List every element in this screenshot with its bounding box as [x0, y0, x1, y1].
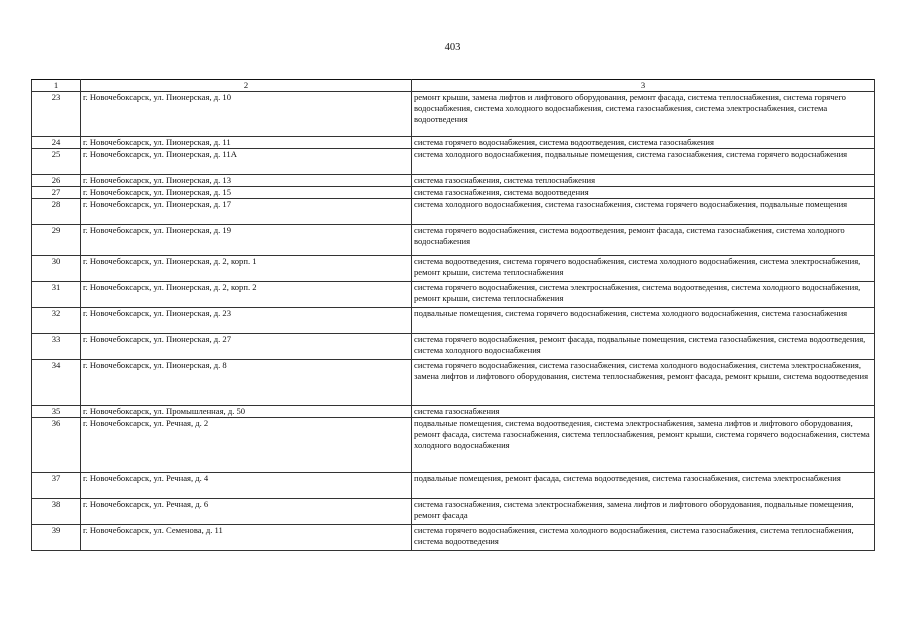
row-address: г. Новочебоксарск, ул. Пионерская, д. 11	[81, 137, 412, 149]
row-works: система горячего водоснабжения, система холодного водоснабжения, система газоснабжения, система теплоснабжения, система водоотведения	[412, 525, 875, 551]
row-number: 26	[32, 175, 81, 187]
row-address: г. Новочебоксарск, ул. Пионерская, д. 17	[81, 199, 412, 225]
row-address: г. Новочебоксарск, ул. Пионерская, д. 19	[81, 225, 412, 256]
row-number: 34	[32, 360, 81, 406]
row-works: система горячего водоснабжения, система электроснабжения, система водоотведения, система холодного водоснабжения, ремонт крыши, система теплоснабжения	[412, 282, 875, 308]
row-works: подвальные помещения, ремонт фасада, система водоотведения, система газоснабжения, система электроснабжения	[412, 473, 875, 499]
row-number: 33	[32, 334, 81, 360]
row-works: система горячего водоснабжения, система газоснабжения, система холодного водоснабжения, система электроснабжения, замена лифтов и лифтового оборудования, система теплоснабжения, ремонт фасада, ремонт крыши, система водоотведения	[412, 360, 875, 406]
row-works: ремонт крыши, замена лифтов и лифтового оборудования, ремонт фасада, система теплоснабжения, система горячего водоснабжения, система холодного водоснабжения, система газоснабжения, система электроснабжения, система водоотведения	[412, 92, 875, 137]
table-row	[32, 418, 875, 473]
row-works: система газоснабжения, система водоотведения	[412, 187, 875, 199]
table-row	[32, 282, 875, 308]
row-address: г. Новочебоксарск, ул. Промышленная, д. 50	[81, 406, 412, 418]
row-number: 37	[32, 473, 81, 499]
row-address: г. Новочебоксарск, ул. Семенова, д. 11	[81, 525, 412, 551]
table-row	[32, 360, 875, 406]
table-header-row	[32, 80, 875, 92]
row-address: г. Новочебоксарск, ул. Пионерская, д. 23	[81, 308, 412, 334]
table-row	[32, 199, 875, 225]
table-row	[32, 149, 875, 175]
row-number: 31	[32, 282, 81, 308]
row-address: г. Новочебоксарск, ул. Пионерская, д. 2, корп. 2	[81, 282, 412, 308]
page-number: 403	[444, 42, 461, 53]
row-works: система горячего водоснабжения, система водоотведения, ремонт фасада, система газоснабжения, система холодного водоснабжения	[412, 225, 875, 256]
header-col-1: 1	[32, 80, 81, 92]
row-address: г. Новочебоксарск, ул. Речная, д. 6	[81, 499, 412, 525]
row-number: 29	[32, 225, 81, 256]
row-works: система газоснабжения, система теплоснабжения	[412, 175, 875, 187]
table-row	[32, 473, 875, 499]
table-row	[32, 92, 875, 137]
row-number: 35	[32, 406, 81, 418]
row-number: 39	[32, 525, 81, 551]
row-number: 28	[32, 199, 81, 225]
registry-table	[31, 79, 875, 551]
row-number: 30	[32, 256, 81, 282]
row-works: система водоотведения, система горячего водоснабжения, система холодного водоснабжения, система электроснабжения, ремонт крыши, система теплоснабжения	[412, 256, 875, 282]
table-row	[32, 137, 875, 149]
row-address: г. Новочебоксарск, ул. Пионерская, д. 10	[81, 92, 412, 137]
row-works: подвальные помещения, система горячего водоснабжения, система холодного водоснабжения, система газоснабжения	[412, 308, 875, 334]
table-row	[32, 525, 875, 551]
table-row	[32, 308, 875, 334]
row-address: г. Новочебоксарск, ул. Пионерская, д. 8	[81, 360, 412, 406]
row-works: подвальные помещения, система водоотведения, система электроснабжения, замена лифтов и лифтового оборудования, ремонт фасада, система газоснабжения, система теплоснабжения, ремонт крыши, система горячего водоснабжения, система холодного водоснабжения	[412, 418, 875, 473]
table-row	[32, 406, 875, 418]
row-works: система холодного водоснабжения, подвальные помещения, система газоснабжения, система горячего водоснабжения	[412, 149, 875, 175]
row-number: 27	[32, 187, 81, 199]
row-works: система газоснабжения	[412, 406, 875, 418]
row-address: г. Новочебоксарск, ул. Речная, д. 4	[81, 473, 412, 499]
table-row	[32, 499, 875, 525]
row-number: 23	[32, 92, 81, 137]
row-number: 25	[32, 149, 81, 175]
row-number: 32	[32, 308, 81, 334]
row-works: система газоснабжения, система электроснабжения, замена лифтов и лифтового оборудования, подвальные помещения, ремонт фасада	[412, 499, 875, 525]
row-works: система горячего водоснабжения, система водоотведения, система газоснабжения	[412, 137, 875, 149]
row-number: 38	[32, 499, 81, 525]
row-address: г. Новочебоксарск, ул. Пионерская, д. 2, корп. 1	[81, 256, 412, 282]
header-col-3: 3	[412, 80, 875, 92]
row-number: 36	[32, 418, 81, 473]
table-row	[32, 187, 875, 199]
row-number: 24	[32, 137, 81, 149]
row-works: система горячего водоснабжения, ремонт фасада, подвальные помещения, система газоснабжения, система водоотведения, система холодного водоснабжения	[412, 334, 875, 360]
row-address: г. Новочебоксарск, ул. Пионерская, д. 27	[81, 334, 412, 360]
row-address: г. Новочебоксарск, ул. Речная, д. 2	[81, 418, 412, 473]
row-address: г. Новочебоксарск, ул. Пионерская, д. 15	[81, 187, 412, 199]
row-address: г. Новочебоксарск, ул. Пионерская, д. 11А	[81, 149, 412, 175]
table-row	[32, 334, 875, 360]
header-col-2: 2	[81, 80, 412, 92]
table-row	[32, 225, 875, 256]
row-works: система холодного водоснабжения, система газоснабжения, система горячего водоснабжения, подвальные помещения	[412, 199, 875, 225]
row-address: г. Новочебоксарск, ул. Пионерская, д. 13	[81, 175, 412, 187]
table-row	[32, 175, 875, 187]
table-row	[32, 256, 875, 282]
